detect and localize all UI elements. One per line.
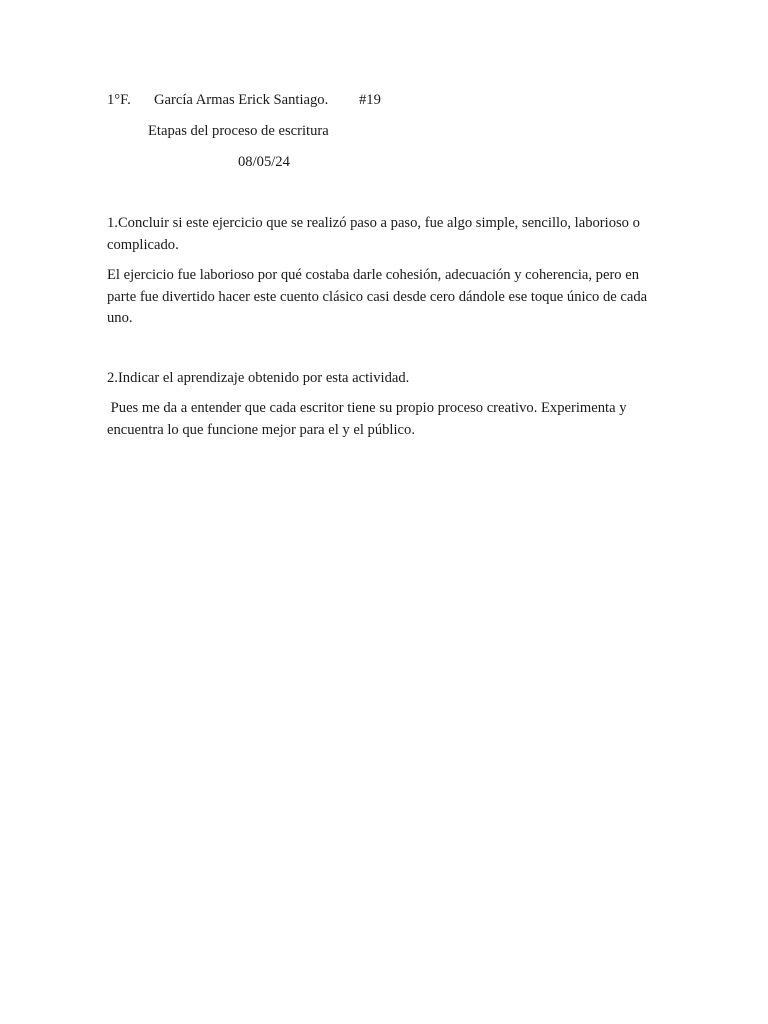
question-1 (107, 213, 667, 256)
student-name: García Armas Erick Santiago. (154, 92, 329, 108)
answer-2-text: Pues me da a entender que cada escritor tiene su propio proceso creativo. Experimenta y encuentra lo que funcione mejor para el y el público. (107, 400, 631, 438)
document-date: 08/05/24 (238, 154, 290, 170)
question-2 (107, 368, 667, 390)
answer-2 (107, 398, 667, 441)
answer-1-text: El ejercicio fue laborioso por qué costaba darle cohesión, adecuación y coherencia, pero en parte fue divertido hacer este cuento clásico casi desde cero dándole ese toque único de cada uno. (107, 267, 648, 326)
answer-1 (107, 265, 667, 330)
student-number: #19 (359, 92, 381, 108)
question-1-text: 1.Concluir si este ejercicio que se realizó paso a paso, fue algo simple, sencillo, laborioso o complicado. (107, 215, 640, 253)
question-2-text: 2.Indicar el aprendizaje obtenido por esta actividad. (107, 370, 410, 386)
grade-label: 1°F. (107, 92, 131, 108)
document-title: Etapas del proceso de escritura (148, 123, 329, 139)
